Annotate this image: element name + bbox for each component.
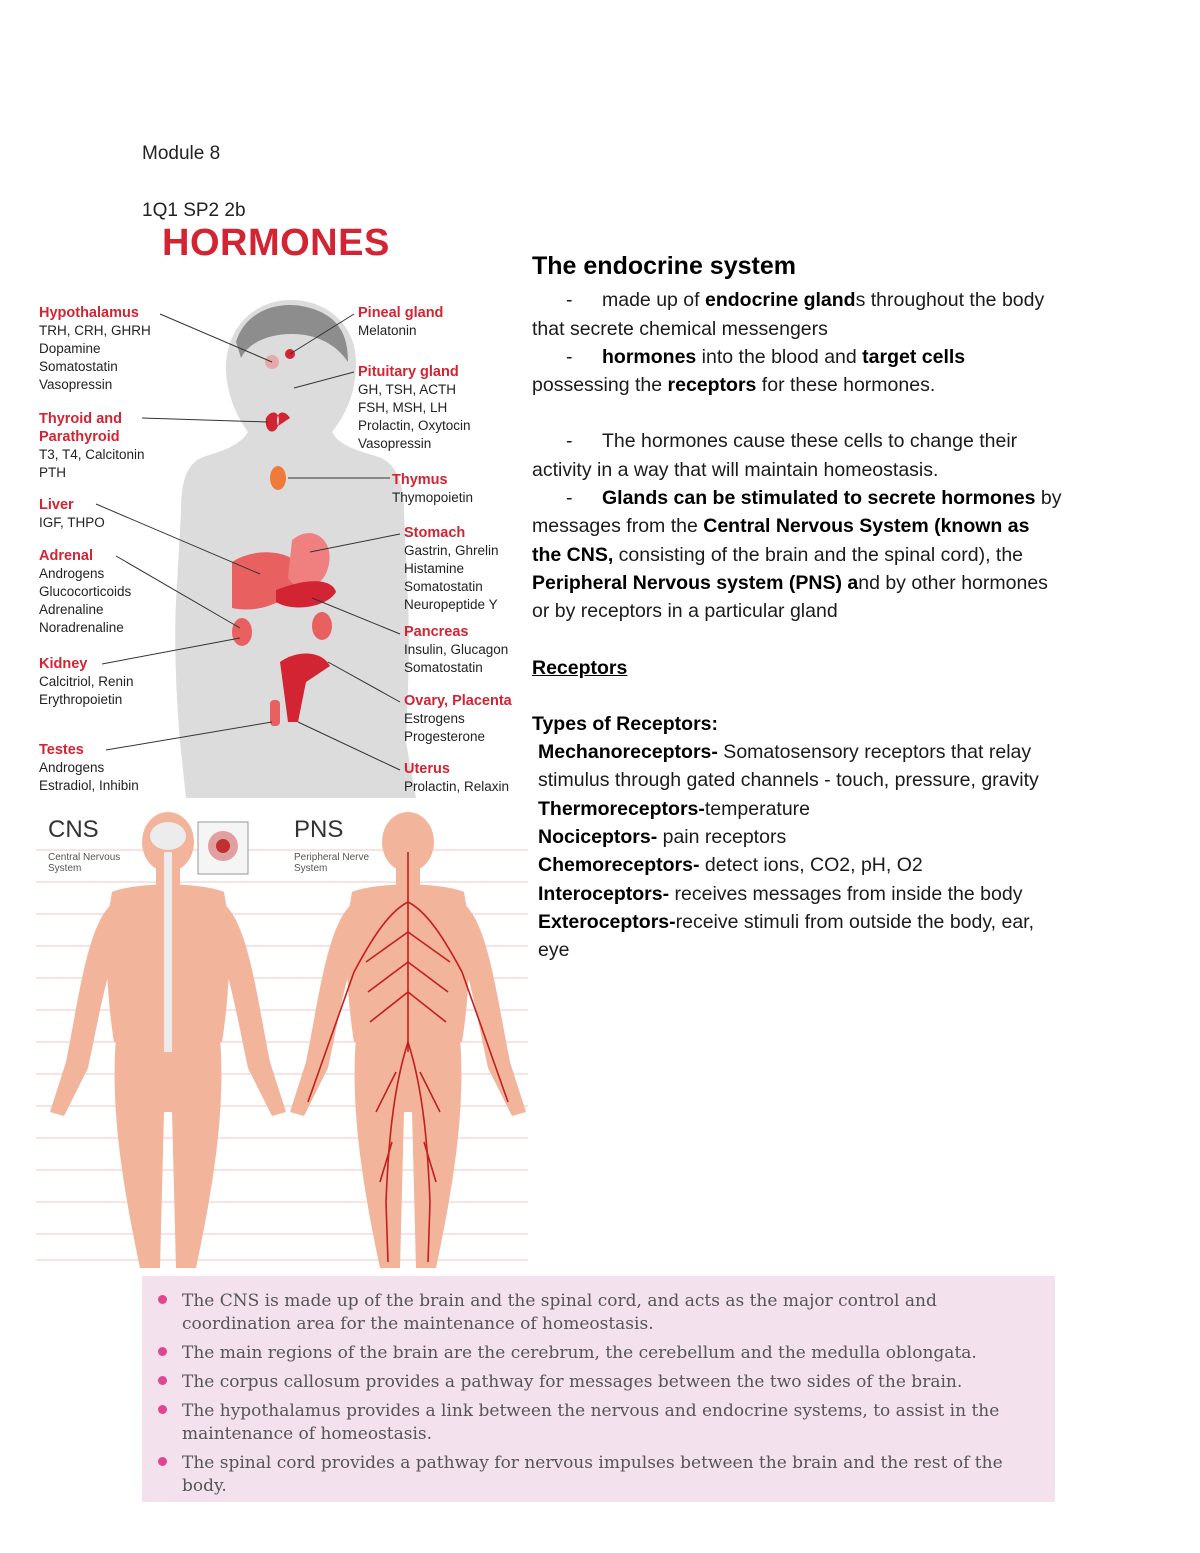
summary-box — [142, 1276, 1055, 1502]
nervous-system-figure — [36, 812, 528, 1268]
label-ovary: Ovary, Placenta Estrogens Progesterone — [404, 693, 512, 744]
summary-item: The corpus callosum provides a pathway for messages between the two sides of the brain. — [158, 1371, 1035, 1394]
bullet-homeostasis: - The hormones cause these cells to change their activity in a way that will maintain homeostasis. — [532, 430, 1018, 481]
module-code: 1Q1 SP2 2b — [142, 200, 246, 221]
cns-subtitle: Central Nervous System — [48, 852, 121, 874]
label-pituitary: Pituitary gland GH, TSH, ACTH FSH, MSH, LH Prolactin, Oxytocin Vasopressin — [358, 364, 471, 451]
receptors-heading: Receptors — [532, 656, 628, 679]
label-adrenal: Adrenal Androgens Glucocorticoids Adrenaline Noradrenaline — [39, 548, 132, 635]
endocrine-heading: The endocrine system — [532, 252, 796, 280]
label-testes: Testes Androgens Estradiol, Inhibin — [39, 742, 139, 793]
receptor-item: Nociceptors- pain receptors — [538, 826, 787, 849]
bullet-icon — [158, 1347, 167, 1356]
label-hypothalamus: Hypothalamus TRH, CRH, GHRH Dopamine Somatostatin Vasopressin — [39, 305, 151, 392]
summary-list — [142, 1276, 1055, 1498]
bullet-glands: - made up of endocrine glands throughout the body that secrete chemical messengers — [532, 289, 1045, 340]
bullet-hormones: - hormones into the blood and target cells possessing the receptors for these hormones. — [532, 345, 966, 397]
nervous-system-illustration — [36, 812, 528, 1268]
summary-item: The main regions of the brain are the cerebrum, the cerebellum and the medulla oblongata. — [158, 1342, 1035, 1365]
receptor-item: Mechanoreceptors- Somatosensory receptors that relay stimulus through gated channels - touch, pressure, gravity — [538, 741, 1039, 792]
bullet-stimulation: - Glands can be stimulated to secrete hormones by messages from the Central Nervous System (known as the CNS, consisting of the brain and the spinal cord), the Peripheral Nervous system (PNS) and by other hormones or by receptors in a particular gland — [532, 487, 1062, 623]
receptor-list — [532, 738, 1062, 964]
cns-title: CNS — [48, 816, 99, 843]
label-pancreas: Pancreas Insulin, Glucagon Somatostatin — [404, 624, 509, 675]
bullet-icon — [158, 1376, 167, 1385]
receptor-item: Exteroceptors-receive stimuli from outside the body, ear, eye — [538, 910, 1035, 962]
pns-title: PNS — [294, 816, 344, 843]
notes-column — [532, 252, 1062, 965]
pns-subtitle: Peripheral Nerve System — [294, 852, 370, 874]
summary-item: The hypothalamus provides a link between the nervous and endocrine systems, to assist in the maintenance of homeostasis. — [158, 1400, 1035, 1446]
bullet-icon — [158, 1457, 167, 1466]
label-kidney: Kidney Calcitriol, Renin Erythropoietin — [39, 656, 134, 707]
summary-item: The spinal cord provides a pathway for nervous impulses between the brain and the rest of the body. — [158, 1452, 1035, 1498]
hormones-figure — [36, 222, 530, 798]
label-thymus: Thymus Thymopoietin — [392, 472, 474, 505]
receptor-item: Chemoreceptors- detect ions, CO2, pH, O2 — [538, 854, 923, 877]
types-heading: Types of Receptors: — [532, 712, 719, 735]
label-stomach: Stomach Gastrin, Ghrelin Histamine Somatostatin Neuropeptide Y — [404, 525, 499, 612]
label-liver: Liver IGF, THPO — [39, 497, 105, 530]
receptor-item: Interoceptors- receives messages from inside the body — [538, 882, 1023, 905]
bullet-icon — [158, 1295, 167, 1304]
summary-item: The CNS is made up of the brain and the spinal cord, and acts as the major control and coordination area for the maintenance of homeostasis. — [158, 1290, 1035, 1336]
hormones-title: HORMONES — [162, 222, 390, 264]
receptor-item: Thermoreceptors-temperature — [538, 797, 811, 820]
label-pineal: Pineal gland Melatonin — [358, 305, 444, 338]
bullet-icon — [158, 1405, 167, 1414]
label-thyroid: Thyroid and Parathyroid T3, T4, Calcitonin PTH — [39, 411, 145, 480]
module-label: Module 8 — [142, 143, 221, 164]
label-uterus: Uterus Prolactin, Relaxin — [404, 761, 510, 794]
